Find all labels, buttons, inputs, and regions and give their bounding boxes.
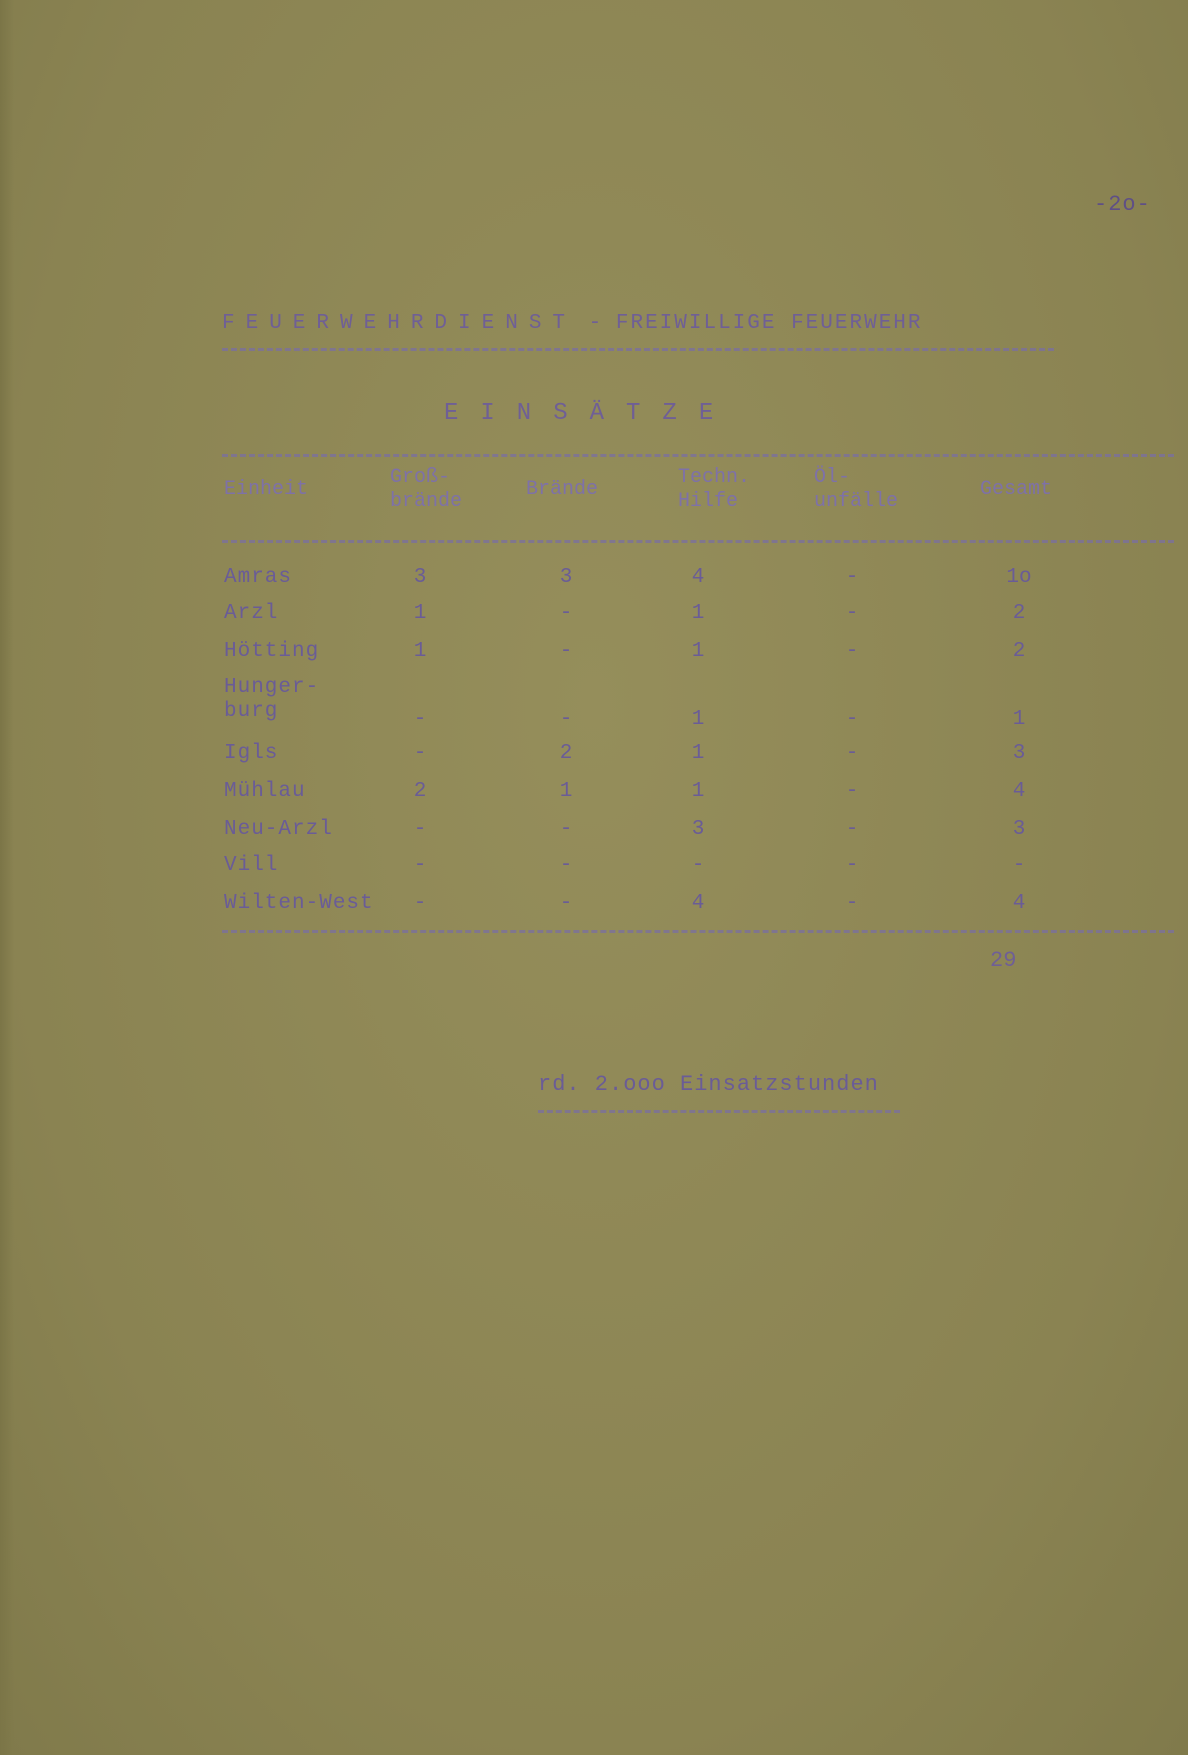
value-cell: - — [559, 640, 573, 663]
value-cell: 1 — [559, 780, 573, 803]
unit-name-cell: Arzl — [224, 602, 279, 625]
value-cell: 1 — [691, 640, 705, 663]
table-total: 29 — [990, 948, 1017, 973]
value-cell: 1o — [1006, 566, 1032, 589]
value-cell: 2 — [1012, 602, 1026, 625]
value-cell: - — [413, 708, 427, 731]
value-cell: 1 — [691, 780, 705, 803]
page-edge-shadow — [0, 0, 14, 1755]
table-top-rule — [222, 454, 1174, 457]
unit-name-cell: Mühlau — [224, 780, 306, 803]
value-cell: 3 — [1012, 742, 1026, 765]
value-cell: - — [845, 566, 859, 589]
column-header: Einheit — [224, 478, 309, 501]
value-cell: - — [845, 742, 859, 765]
column-header: Öl- unfälle — [814, 466, 899, 513]
value-cell: 4 — [691, 566, 705, 589]
column-header: Techn. Hilfe — [678, 466, 751, 513]
value-cell: 2 — [559, 742, 573, 765]
column-header: Brände — [526, 478, 599, 501]
value-cell: - — [845, 818, 859, 841]
value-cell: - — [845, 892, 859, 915]
table-title: EINSÄTZE — [444, 400, 736, 427]
value-cell: 3 — [1012, 818, 1026, 841]
summary-underline — [538, 1110, 900, 1113]
heading-part1: FEUERWEHRDIENST — [222, 312, 577, 335]
value-cell: 1 — [691, 602, 705, 625]
value-cell: 1 — [413, 602, 427, 625]
value-cell: - — [845, 602, 859, 625]
unit-name-cell: Amras — [224, 566, 293, 589]
value-cell: 4 — [1012, 780, 1026, 803]
value-cell: - — [413, 892, 427, 915]
section-heading — [222, 312, 1052, 335]
value-cell: 4 — [1012, 892, 1026, 915]
value-cell: - — [559, 892, 573, 915]
unit-name-cell: Vill — [224, 854, 279, 877]
value-cell: - — [559, 854, 573, 877]
page-number: -2o- — [1094, 192, 1151, 217]
value-cell: 1 — [1012, 708, 1026, 731]
unit-name-cell: Hunger- burg — [224, 676, 320, 723]
value-cell: 4 — [691, 892, 705, 915]
column-header: Gesamt — [980, 478, 1053, 501]
value-cell: - — [413, 818, 427, 841]
value-cell: 2 — [1012, 640, 1026, 663]
unit-name-cell: Neu-Arzl — [224, 818, 333, 841]
value-cell: - — [559, 602, 573, 625]
column-header: Groß- brände — [390, 466, 463, 513]
value-cell: - — [413, 742, 427, 765]
table-bottom-rule — [222, 930, 1174, 933]
heading-part2: FREIWILLIGE FEUERWEHR — [615, 312, 923, 335]
value-cell: - — [845, 780, 859, 803]
value-cell: 1 — [413, 640, 427, 663]
table-header-rule — [222, 540, 1174, 543]
value-cell: 3 — [691, 818, 705, 841]
value-cell: - — [413, 854, 427, 877]
unit-name-cell: Igls — [224, 742, 279, 765]
value-cell: - — [845, 708, 859, 731]
value-cell: 1 — [691, 708, 705, 731]
heading-separator: - — [588, 312, 604, 335]
value-cell: - — [691, 854, 705, 877]
value-cell: - — [559, 818, 573, 841]
value-cell: 1 — [691, 742, 705, 765]
value-cell: 3 — [559, 566, 573, 589]
heading-underline — [222, 348, 1054, 351]
value-cell: - — [1012, 854, 1026, 877]
value-cell: - — [845, 640, 859, 663]
value-cell: 2 — [413, 780, 427, 803]
value-cell: - — [559, 708, 573, 731]
unit-name-cell: Wilten-West — [224, 892, 374, 915]
value-cell: 3 — [413, 566, 427, 589]
summary-line: rd. 2.ooo Einsatzstunden — [538, 1072, 879, 1097]
value-cell: - — [845, 854, 859, 877]
unit-name-cell: Hötting — [224, 640, 320, 663]
